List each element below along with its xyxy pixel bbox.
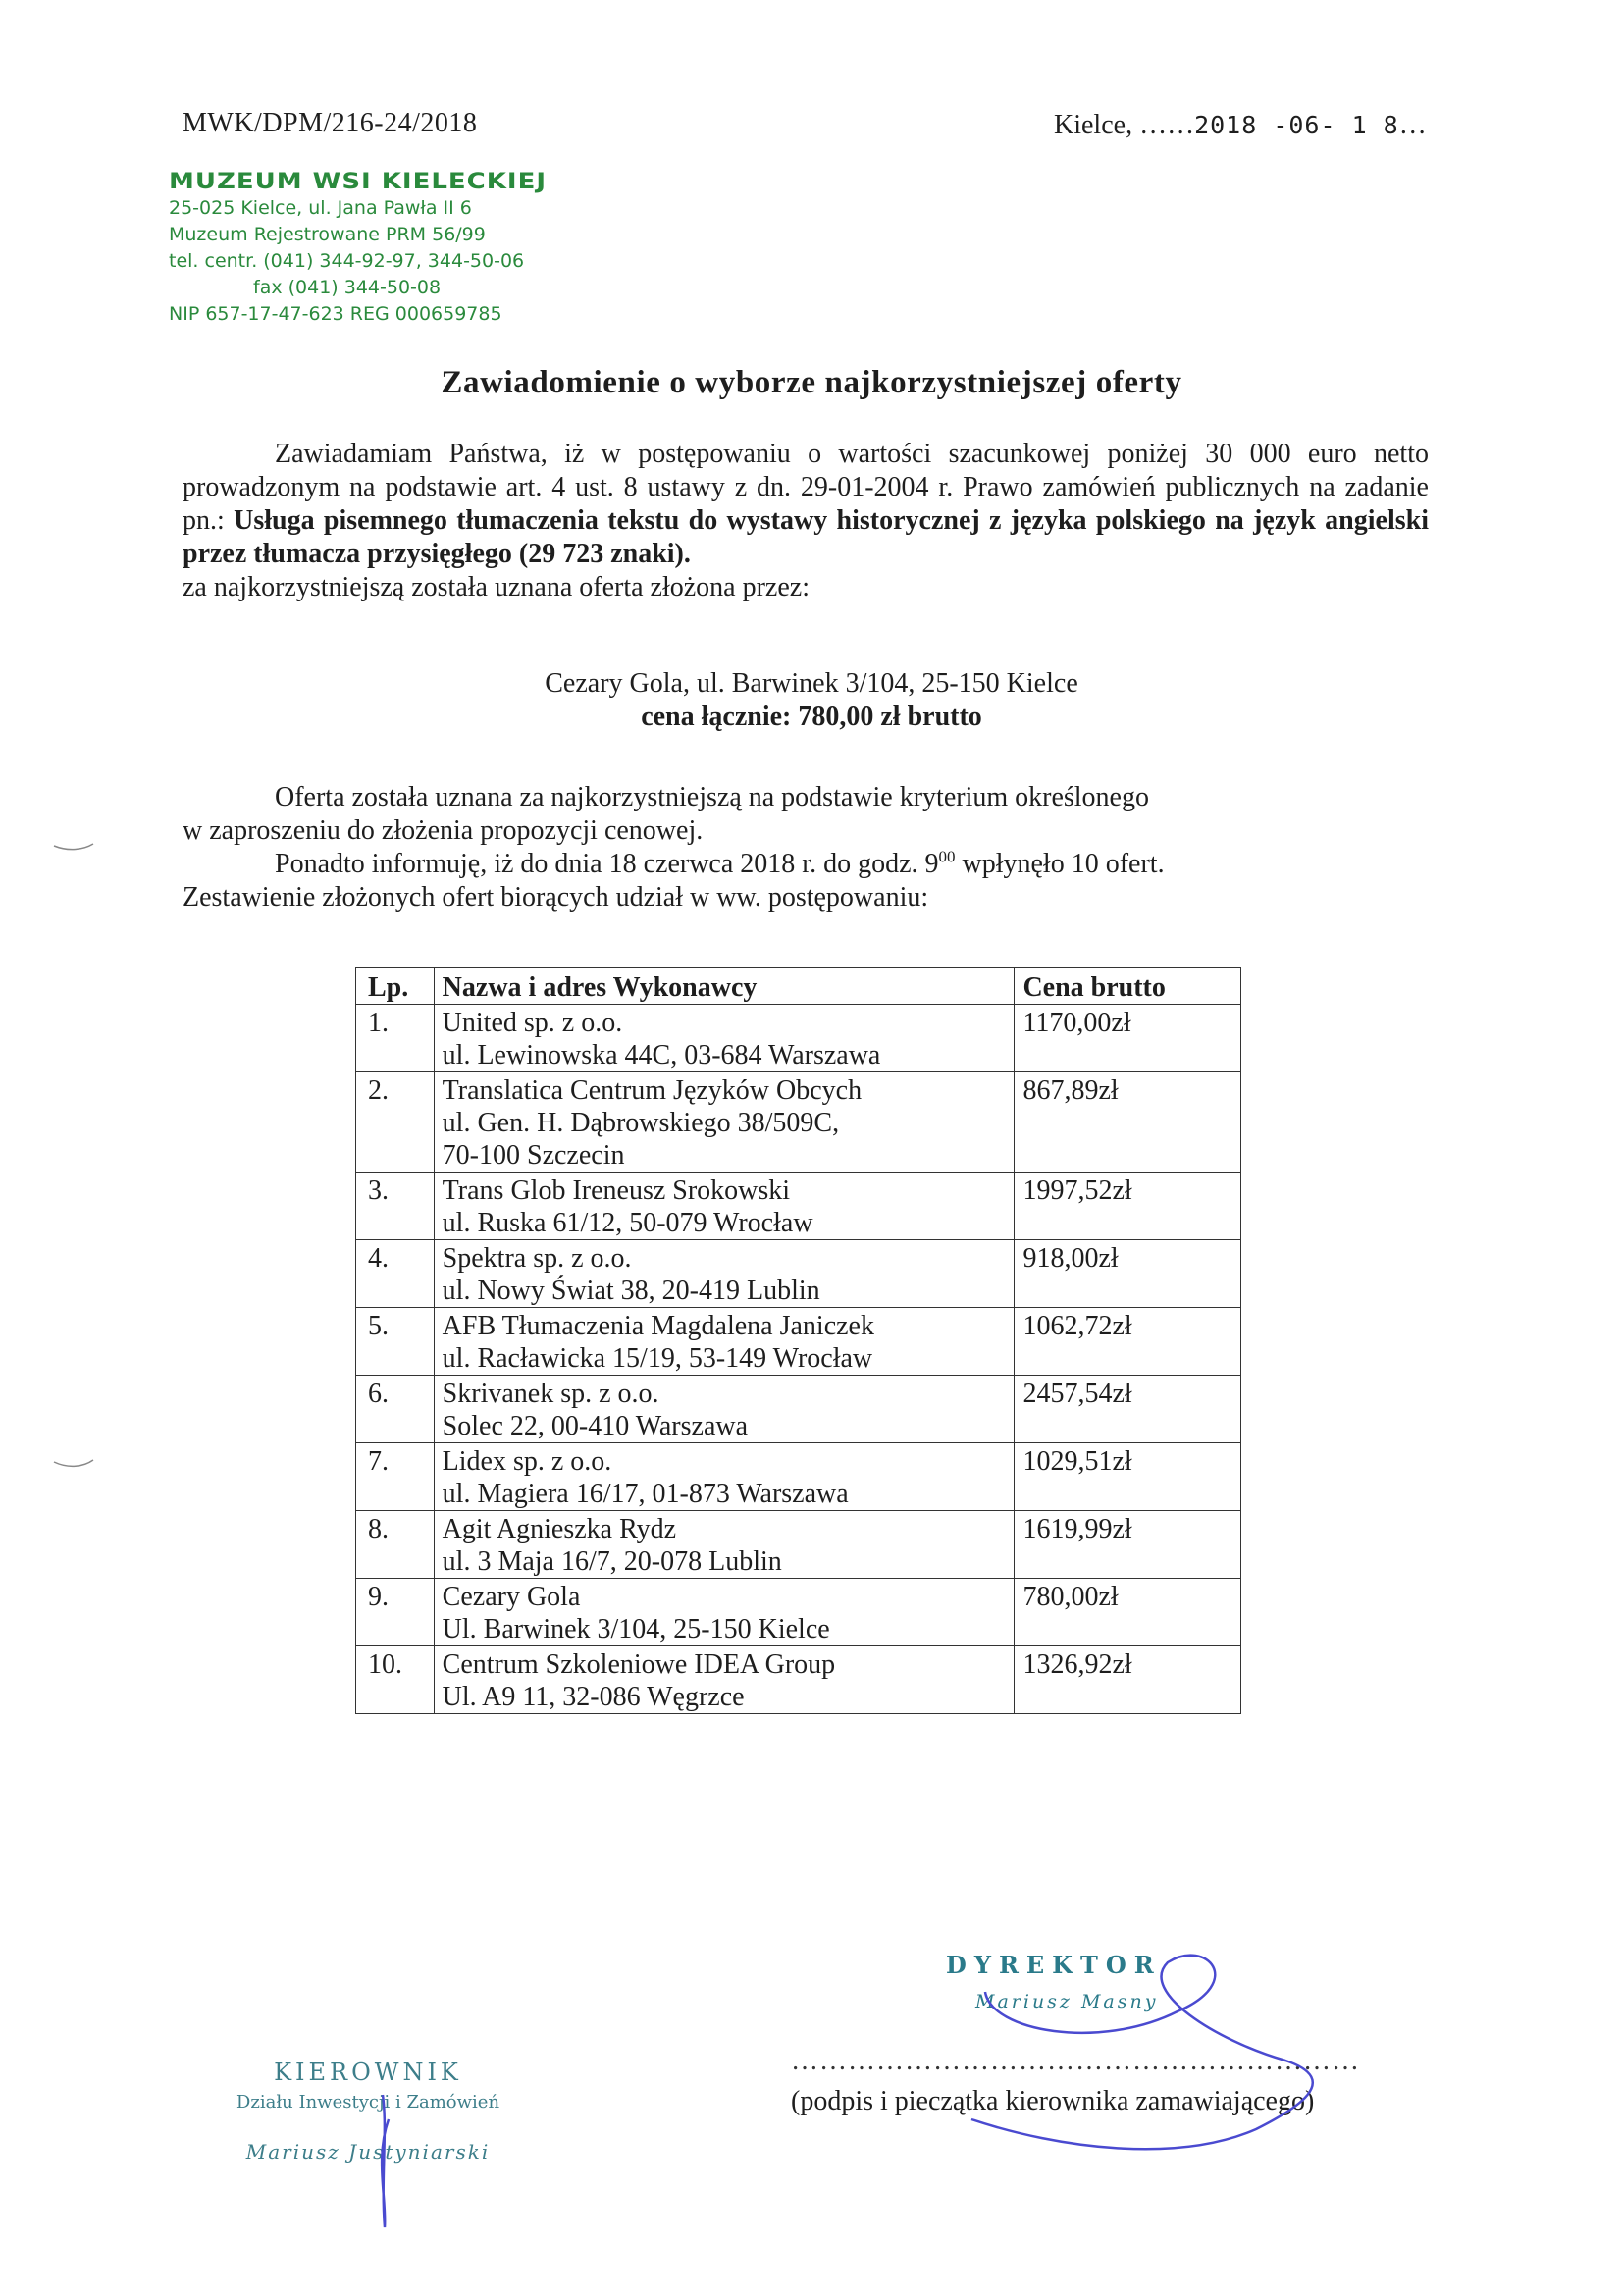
row-number: 5. — [356, 1308, 435, 1376]
gross-price: 1029,51zł — [1015, 1443, 1241, 1511]
basis-line-2: w zaproszeniu do złożenia propozycji cenowej. — [183, 815, 704, 846]
signature-caption: (podpis i pieczątka kierownika zamawiającego) — [791, 2086, 1315, 2116]
gross-price: 1619,99zł — [1015, 1511, 1241, 1579]
row-number: 4. — [356, 1240, 435, 1308]
intro-text: Zawiadamiam Państwa, iż w postępowaniu o wartości szacunkowej poniżej 30 000 euro netto prowadzonym na podstawie art. 4 ust. 8 ustawy z dn. 29-01-2004 r. Prawo zamówień publicznych na zadanie pn.: — [183, 439, 1429, 536]
contractor-name: Translatica Centrum Języków Obcych — [442, 1075, 863, 1106]
department-name: Działu Inwestycji i Zamówień — [236, 2092, 500, 2113]
gross-price: 2457,54zł — [1015, 1376, 1241, 1443]
director-name: Mariusz Masny — [975, 1991, 1159, 2012]
contractor-address: ul. Lewinowska 44C, 03-684 Warszawa — [442, 1040, 881, 1070]
row-number: 6. — [356, 1376, 435, 1443]
museum-stamp-line: tel. centr. (041) 344-92-97, 344-50-06 — [169, 250, 525, 272]
winner-price: cena łącznie: 780,00 zł brutto — [641, 702, 982, 732]
document-reference: MWK/DPM/216-24/2018 — [183, 108, 478, 138]
contractor-address: ul. Magiera 16/17, 01-873 Warszawa — [442, 1479, 849, 1509]
document-title: Zawiadomienie o wyborze najkorzystniejszej oferty — [441, 365, 1182, 400]
museum-stamp-name: MUZEUM WSI KIELECKIEJ — [169, 169, 548, 194]
department-head-name: Mariusz Justyniarski — [245, 2140, 491, 2164]
contractor-name: United sp. z o.o. — [442, 1008, 623, 1038]
contractor-address: Solec 22, 00-410 Warszawa — [442, 1411, 749, 1441]
column-header-price: Cena brutto — [1015, 968, 1241, 1005]
department-head-title: KIEROWNIK — [274, 2059, 462, 2086]
column-header-lp: Lp. — [356, 968, 435, 1005]
basis-line-3-a: Ponadto informuję, iż do dnia 18 czerwca 2018 r. do godz. 9 — [275, 849, 939, 879]
date-dots-before: …… — [1139, 110, 1195, 140]
task-name: Usługa pisemnego tłumaczenia tekstu do wystawy historycznej z języka polskiego na język angielski przez tłumacza przysięgłego (29 723 znaki). — [183, 505, 1429, 569]
contractor-address: Ul. Barwinek 3/104, 25-150 Kielce — [442, 1614, 830, 1644]
row-number: 8. — [356, 1511, 435, 1579]
row-number: 9. — [356, 1579, 435, 1646]
intro-closing: za najkorzystniejszą została uznana oferta złożona przez: — [183, 572, 810, 602]
place-label: Kielce, — [1054, 110, 1140, 140]
column-header-contractor: Nazwa i adres Wykonawcy — [434, 968, 1015, 1005]
signature-dotted-line: …………………………………………………… — [791, 2046, 1360, 2076]
contractor-name: Trans Glob Ireneusz Srokowski — [442, 1175, 791, 1206]
margin-mark — [54, 844, 93, 850]
contractor-address: Ul. A9 11, 32-086 Węgrzce — [442, 1682, 745, 1712]
museum-stamp-line: 25-025 Kielce, ul. Jana Pawła II 6 — [169, 197, 472, 219]
gross-price: 1170,00zł — [1015, 1005, 1241, 1072]
row-number: 10. — [356, 1646, 435, 1714]
winner-name-address: Cezary Gola, ul. Barwinek 3/104, 25-150 Kielce — [545, 668, 1078, 699]
date-stamp: 2018 -06- 1 8 — [1194, 111, 1399, 139]
contractor-name: Centrum Szkoleniowe IDEA Group — [442, 1649, 836, 1680]
department-head-signature — [382, 2095, 389, 2227]
contractor-name: Agit Agnieszka Rydz — [442, 1514, 677, 1544]
basis-line-3-sup: 00 — [938, 847, 956, 866]
museum-stamp-line: fax (041) 344-50-08 — [253, 277, 442, 298]
museum-stamp-line: Muzeum Rejestrowane PRM 56/99 — [169, 224, 486, 245]
row-number: 7. — [356, 1443, 435, 1511]
contractor-address: 70-100 Szczecin — [442, 1140, 625, 1171]
gross-price: 1326,92zł — [1015, 1646, 1241, 1714]
basis-line-4: Zestawienie złożonych ofert biorących udział w ww. postępowaniu: — [183, 882, 929, 913]
contractor-address: ul. 3 Maja 16/7, 20-078 Lublin — [442, 1546, 782, 1577]
director-title: DYREKTOR — [946, 1951, 1162, 1979]
contractor-address: ul. Nowy Świat 38, 20-419 Lublin — [442, 1276, 820, 1306]
contractor-name: Cezary Gola — [442, 1582, 581, 1612]
margin-mark — [54, 1460, 93, 1466]
contractor-name: Spektra sp. z o.o. — [442, 1243, 632, 1274]
director-signature — [971, 1956, 1313, 2150]
basis-line-1: Oferta została uznana za najkorzystniejszą na podstawie kryterium określonego — [275, 782, 1149, 812]
gross-price: 1062,72zł — [1015, 1308, 1241, 1376]
gross-price: 780,00zł — [1015, 1579, 1241, 1646]
contractor-address: ul. Gen. H. Dąbrowskiego 38/509C, — [442, 1108, 840, 1138]
row-number: 1. — [356, 1005, 435, 1072]
date-dots-after: … — [1398, 110, 1427, 140]
contractor-address: ul. Racławicka 15/19, 53-149 Wrocław — [442, 1343, 873, 1374]
contractor-name: Lidex sp. z o.o. — [442, 1446, 612, 1477]
contractor-name: AFB Tłumaczenia Magdalena Janiczek — [442, 1311, 874, 1341]
contractor-address: ul. Ruska 61/12, 50-079 Wrocław — [442, 1208, 813, 1238]
gross-price: 867,89zł — [1015, 1072, 1241, 1173]
gross-price: 918,00zł — [1015, 1240, 1241, 1308]
museum-stamp-line: NIP 657-17-47-623 REG 000659785 — [169, 303, 502, 325]
basis-line-3-b: wpłynęło 10 ofert. — [955, 849, 1165, 879]
gross-price: 1997,52zł — [1015, 1173, 1241, 1240]
row-number: 3. — [356, 1173, 435, 1240]
contractor-name: Skrivanek sp. z o.o. — [442, 1379, 659, 1409]
row-number: 2. — [356, 1072, 435, 1173]
